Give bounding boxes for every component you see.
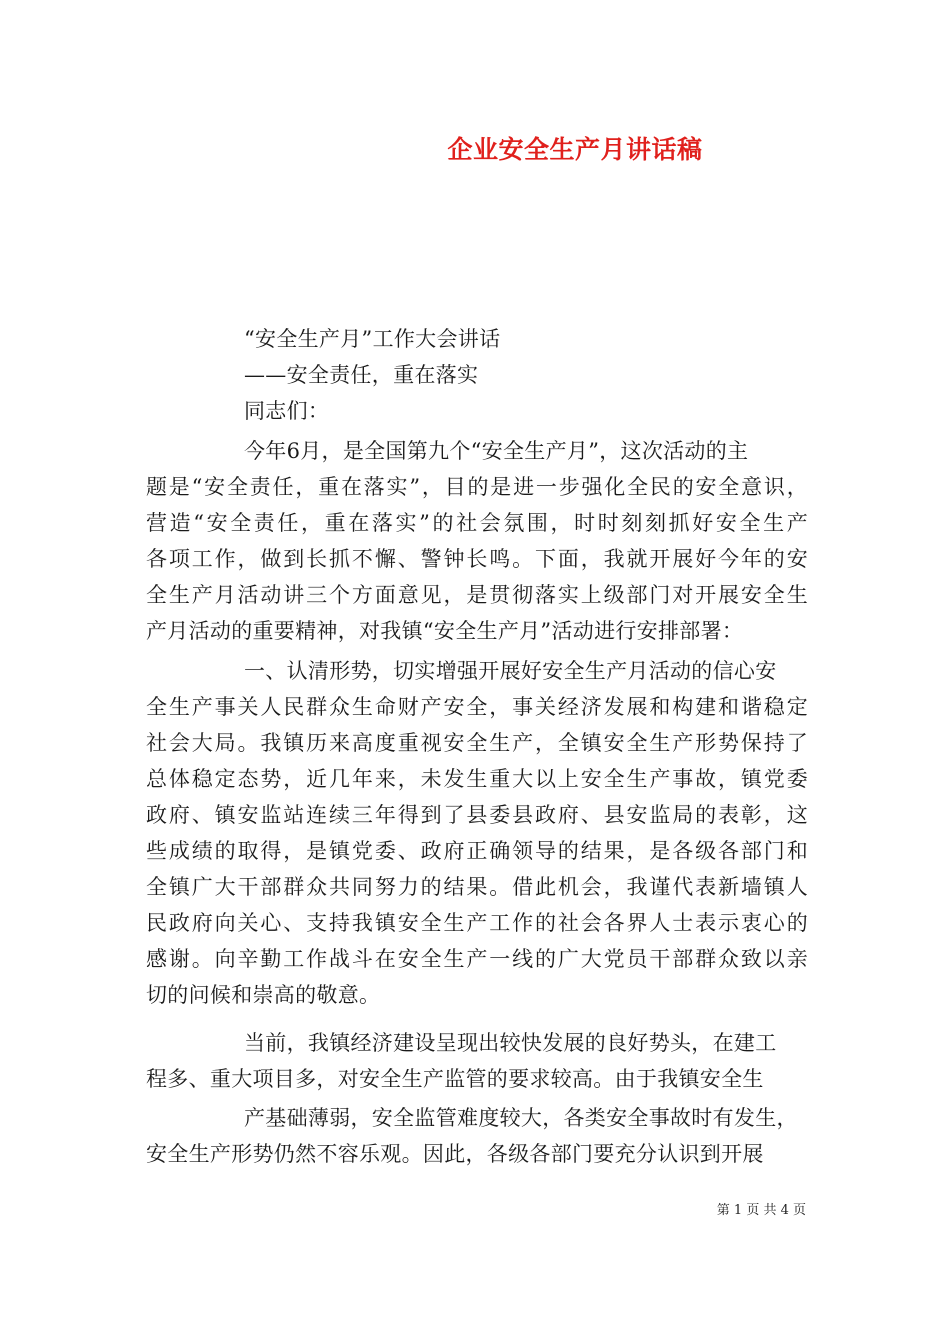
- document-title: 企业安全生产月讲话稿: [447, 135, 703, 164]
- speech-heading: “安全生产月”工作大会讲话: [244, 327, 501, 351]
- body-line: 政府、镇安监站连续三年得到了县委县政府、县安监局的表彰，这: [146, 803, 808, 827]
- body-line: 产基础薄弱，安全监管难度较大，各类安全事故时有发生，: [244, 1106, 798, 1130]
- body-line: 安全生产形势仍然不容乐观。因此，各级各部门要充分认识到开展: [146, 1142, 764, 1166]
- body-line: 题是“安全责任，重在落实”，目的是进一步强化全民的安全意识，: [146, 475, 808, 499]
- body-line: 当前，我镇经济建设呈现出较快发展的良好势头，在建工: [244, 1031, 777, 1055]
- body-line: 今年6月，是全国第九个“安全生产月”，这次活动的主: [244, 439, 749, 463]
- section-heading: 一、认清形势，切实增强开展好安全生产月活动的信心安: [244, 659, 777, 683]
- body-line: 产月活动的重要精神，对我镇“安全生产月”活动进行安排部署：: [146, 619, 744, 643]
- body-line: 总体稳定态势，近几年来，未发生重大以上安全生产事故，镇党委: [146, 767, 808, 791]
- body-line: 切的问候和崇高的敬意。: [146, 983, 381, 1007]
- body-line: 全生产月活动讲三个方面意见，是贯彻落实上级部门对开展安全生: [146, 583, 808, 607]
- salutation: 同志们：: [244, 399, 330, 423]
- body-line: 各项工作，做到长抓不懈、警钟长鸣。下面，我就开展好今年的安: [146, 547, 808, 571]
- body-line: 社会大局。我镇历来高度重视安全生产，全镇安全生产形势保持了: [146, 731, 808, 755]
- body-line: 全生产事关人民群众生命财产安全，事关经济发展和构建和谐稳定: [146, 695, 808, 719]
- body-line: 民政府向关心、支持我镇安全生产工作的社会各界人士表示衷心的: [146, 911, 808, 935]
- body-line: 感谢。向辛勤工作战斗在安全生产一线的广大党员干部群众致以亲: [146, 947, 808, 971]
- body-line: 程多、重大项目多，对安全生产监管的要求较高。由于我镇安全生: [146, 1067, 764, 1091]
- page-number: 第 1 页 共 4 页: [716, 1203, 806, 1218]
- body-line: 全镇广大干部群众共同努力的结果。借此机会，我谨代表新墙镇人: [146, 875, 808, 899]
- speech-subtitle: ——安全责任，重在落实: [244, 363, 479, 387]
- body-line: 营造“安全责任，重在落实”的社会氛围，时时刻刻抓好安全生产: [146, 511, 808, 535]
- body-line: 些成绩的取得，是镇党委、政府正确领导的结果，是各级各部门和: [146, 839, 808, 863]
